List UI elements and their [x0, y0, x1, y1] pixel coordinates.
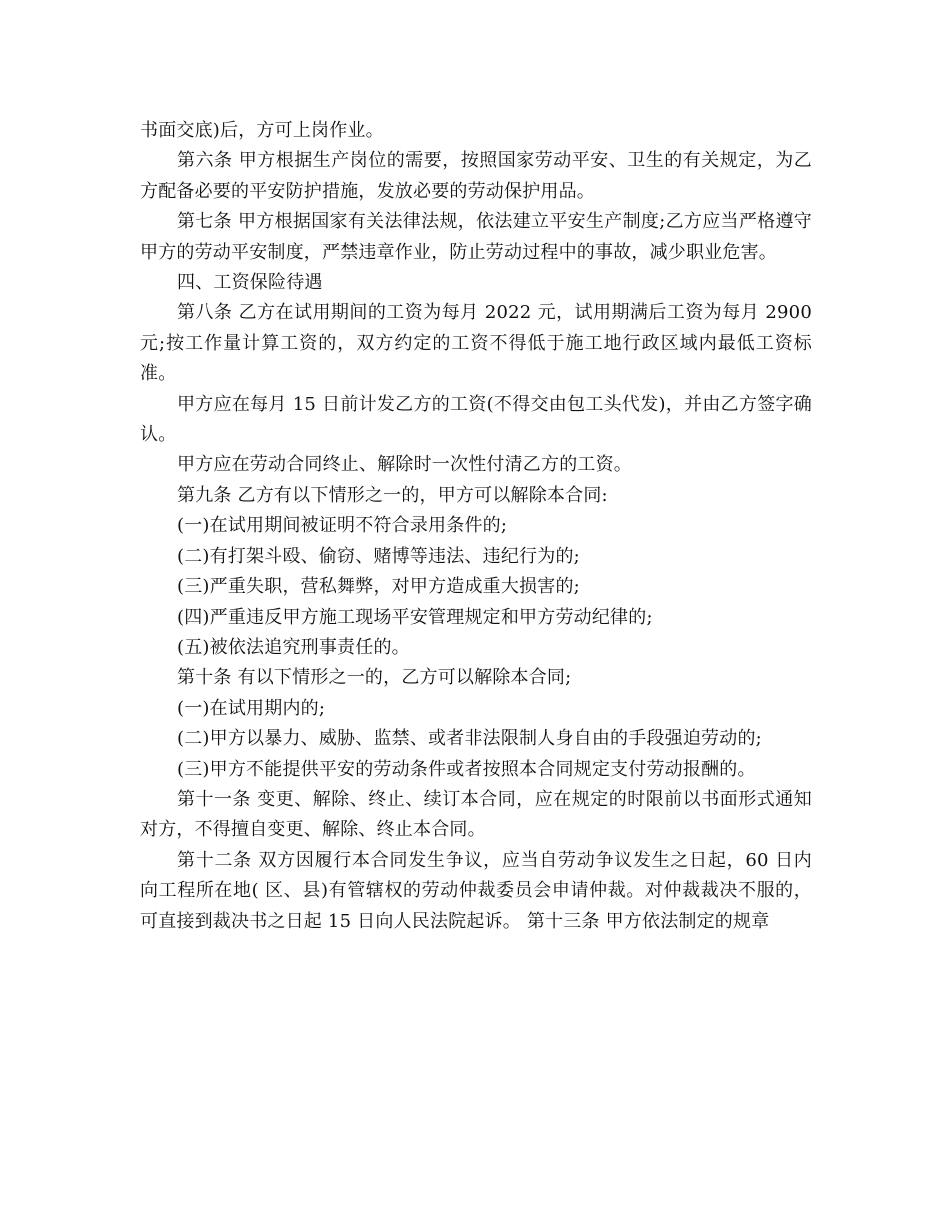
article-10-item-3: (三)甲方不能提供平安的劳动条件或者按照本合同规定支付劳动报酬的。 — [177, 758, 756, 780]
article-9-item-5: (五)被依法追究刑事责任的。 — [177, 636, 410, 658]
section-heading-wages: 四、工资保险待遇 — [177, 272, 323, 294]
article-9-item-1: (一)在试用期间被证明不符合录用条件的; — [177, 515, 508, 537]
article-9-item-2: (二)有打架斗殴、偷窃、赌博等违法、违纪行为的; — [177, 545, 580, 567]
document-body — [140, 116, 812, 937]
article-9: 第九条 乙方有以下情形之一的，甲方可以解除本合同: — [177, 484, 608, 506]
article-12: 第十二条 双方因履行本合同发生争议，应当自劳动争议发生之日起，60 日内向工程所在地( 区、县)有管辖权的劳动仲裁委员会申请仲裁。对仲裁裁决不服的，可直接到裁决书之日起 15 日向人民法院起诉。 第十三条 甲方依法制定的规章 — [140, 849, 812, 932]
article-9-item-3: (三)严重失职，营私舞弊，对甲方造成重大损害的; — [177, 576, 580, 598]
article-11: 第十一条 变更、解除、终止、续订本合同，应在规定的时限前以书面形式通知对方，不得擅自变更、解除、终止本合同。 — [140, 788, 812, 841]
wage-payment-date: 甲方应在每月 15 日前计发乙方的工资(不得交由包工头代发)，并由乙方签字确认。 — [140, 393, 812, 446]
article-6: 第六条 甲方根据生产岗位的需要，按照国家劳动平安、卫生的有关规定，为乙方配备必要的平安防护措施，发放必要的劳动保护用品。 — [140, 150, 812, 202]
wage-settlement: 甲方应在劳动合同终止、解除时一次性付清乙方的工资。 — [177, 454, 632, 476]
paragraph-continuation: 书面交底)后，方可上岗作业。 — [140, 120, 384, 141]
article-9-item-4: (四)严重违反甲方施工现场平安管理规定和甲方劳动纪律的; — [177, 606, 653, 628]
article-8: 第八条 乙方在试用期间的工资为每月 2022 元，试用期满后工资为每月 2900 元;按工作量计算工资的，双方约定的工资不得低于施工地行政区域内最低工资标准。 — [140, 302, 812, 385]
article-10-item-1: (一)在试用期内的; — [177, 697, 326, 719]
article-10-item-2: (二)甲方以暴力、威胁、监禁、或者非法限制人身自由的手段强迫劳动的; — [177, 728, 762, 750]
article-7: 第七条 甲方根据国家有关法律法规，依法建立平安生产制度;乙方应当严格遵守甲方的劳动平安制度，严禁违章作业，防止劳动过程中的事故，减少职业危害。 — [140, 211, 812, 263]
article-10: 第十条 有以下情形之一的，乙方可以解除本合同; — [177, 667, 572, 689]
